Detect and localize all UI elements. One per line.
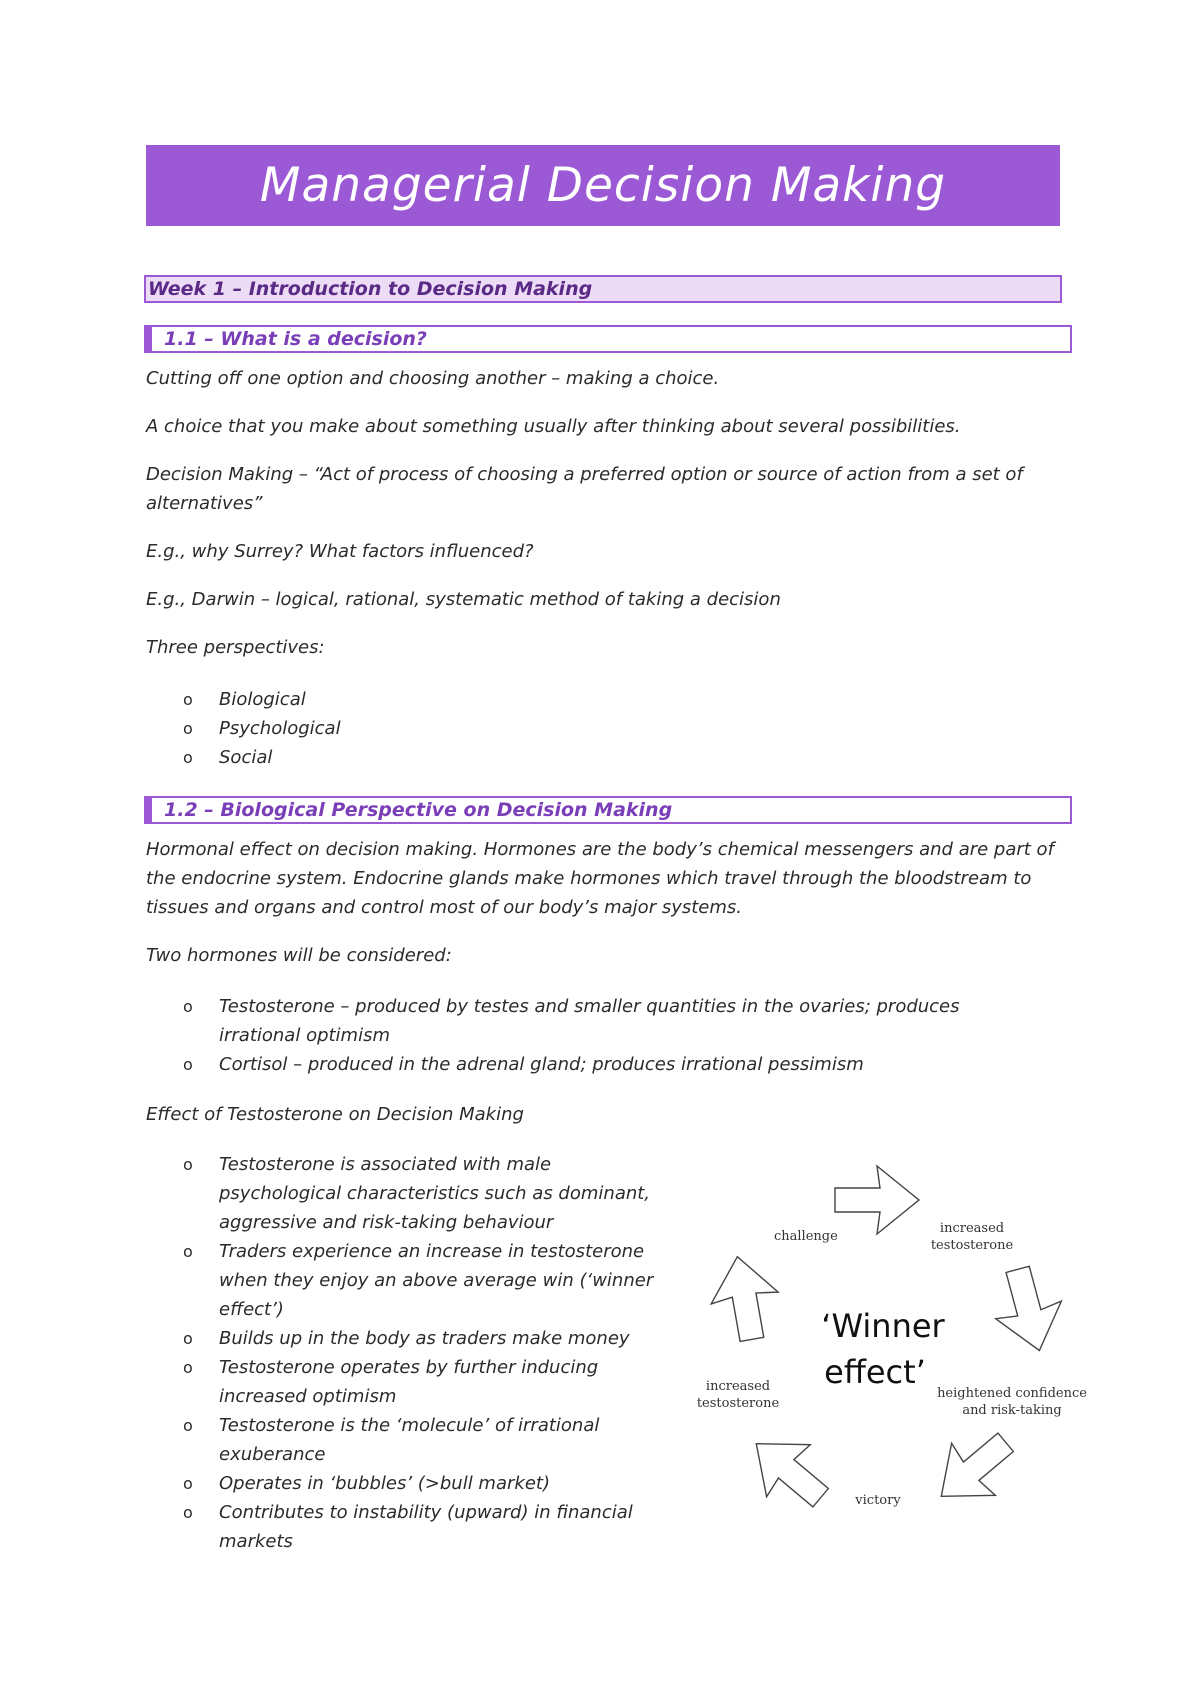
diagram-center-title-2: effect’ xyxy=(824,1353,926,1391)
bullet-marker: o xyxy=(183,997,193,1016)
bullet-marker: o xyxy=(183,1503,193,1522)
list-item: o Builds up in the body as traders make money xyxy=(183,1324,663,1353)
cycle-arrow-top xyxy=(835,1166,919,1234)
list-item: o Testosterone is associated with male psychological characteristics such as dominant, aggressive and risk-taking behaviour xyxy=(183,1150,663,1237)
section-heading-1-2: 1.2 – Biological Perspective on Decision Making xyxy=(144,796,1072,824)
paragraph: Cutting off one option and choosing another – making a choice. xyxy=(146,368,720,389)
label-increased-testosterone-left-2: testosterone xyxy=(696,1396,780,1411)
hormones-list xyxy=(183,992,983,1079)
cycle-arrow-bottom-right xyxy=(919,1416,1027,1522)
diagram-center-title-1: ‘Winner xyxy=(821,1307,945,1345)
list-item: o Testosterone operates by further inducing increased optimism xyxy=(183,1353,663,1411)
page-title: Managerial Decision Making xyxy=(259,158,947,213)
winner-effect-cycle xyxy=(690,1150,1110,1530)
bullet-marker: o xyxy=(183,1329,193,1348)
bullet-marker: o xyxy=(183,1416,193,1435)
bullet-marker: o xyxy=(183,1242,193,1261)
paragraph: E.g., why Surrey? What factors influenced? xyxy=(146,541,534,562)
week-heading: Week 1 – Introduction to Decision Making xyxy=(144,275,1062,303)
label-increased-testosterone-top: increased xyxy=(939,1221,1005,1236)
bullet-marker: o xyxy=(183,1155,193,1174)
cycle-arrow-bottom-left xyxy=(734,1418,842,1524)
paragraph: Hormonal effect on decision making. Hormones are the body’s chemical messengers and are part of the endocrine system. Endocrine glands make hormones which travel through the bloodstream to tissues and organs and control most of our body’s major systems. xyxy=(146,839,1054,918)
bullet-marker: o xyxy=(183,690,193,709)
label-heightened-confidence: heightened confidence xyxy=(937,1386,1087,1401)
bullet-marker: o xyxy=(183,1358,193,1377)
bullet-marker: o xyxy=(183,748,193,767)
title-banner xyxy=(146,145,1060,226)
list-item: o Social xyxy=(183,743,683,772)
paragraph: Decision Making – “Act of process of choosing a preferred option or source of action from a set of alternatives” xyxy=(146,464,1023,514)
bullet-marker: o xyxy=(183,719,193,738)
label-increased-testosterone-left: increased xyxy=(705,1379,771,1394)
paragraph: E.g., Darwin – logical, rational, systematic method of taking a decision xyxy=(146,589,781,610)
list-item: o Cortisol – produced in the adrenal gland; produces irrational pessimism xyxy=(183,1050,983,1079)
cycle-arrow-right xyxy=(985,1261,1072,1360)
bullet-marker: o xyxy=(183,1055,193,1074)
list-item: o Testosterone is the ‘molecule’ of irrational exuberance xyxy=(183,1411,663,1469)
label-challenge: challenge xyxy=(774,1229,838,1244)
list-item: o Biological xyxy=(183,685,683,714)
label-increased-testosterone-top-2: testosterone xyxy=(930,1238,1014,1253)
section-heading-1-1: 1.1 – What is a decision? xyxy=(144,325,1072,353)
perspectives-list xyxy=(183,685,683,772)
winner-effect-diagram xyxy=(690,1150,1110,1530)
list-item: o Traders experience an increase in testosterone when they enjoy an above average win (‘winner effect’) xyxy=(183,1237,663,1324)
list-item: o Operates in ‘bubbles’ (>bull market) xyxy=(183,1469,663,1498)
label-victory: victory xyxy=(855,1493,901,1508)
paragraph: A choice that you make about something usually after thinking about several possibilities. xyxy=(146,416,961,437)
testosterone-effects-list xyxy=(183,1150,663,1556)
list-item: o Testosterone – produced by testes and smaller quantities in the ovaries; produces irrational optimism xyxy=(183,992,983,1050)
list-item: o Contributes to instability (upward) in financial markets xyxy=(183,1498,663,1556)
cycle-arrow-left xyxy=(704,1251,786,1346)
label-heightened-confidence-2: and risk-taking xyxy=(962,1403,1062,1418)
list-item: o Psychological xyxy=(183,714,683,743)
bullet-marker: o xyxy=(183,1474,193,1493)
paragraph: Effect of Testosterone on Decision Making xyxy=(146,1104,524,1125)
paragraph: Two hormones will be considered: xyxy=(146,945,452,966)
paragraph: Three perspectives: xyxy=(146,637,325,658)
